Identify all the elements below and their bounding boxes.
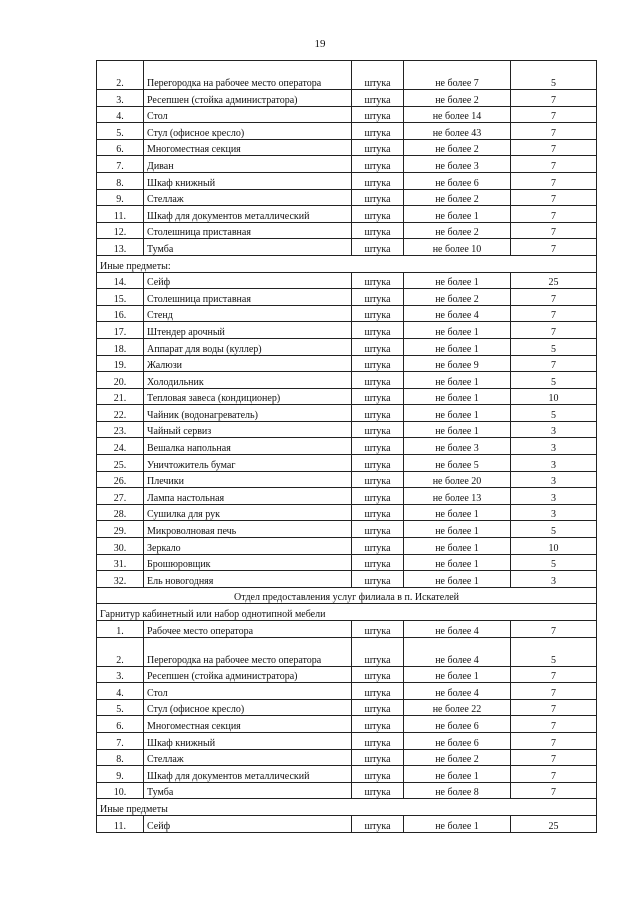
unit-cell: штука [352, 749, 404, 766]
item-name-cell: Штендер арочный [144, 322, 352, 339]
unit-cell: штука [352, 189, 404, 206]
item-number-cell: 9. [97, 189, 144, 206]
service-life-cell: 7 [511, 189, 597, 206]
section-header-row [97, 255, 597, 272]
item-name-cell: Жалюзи [144, 355, 352, 372]
quantity-cell: не более 6 [404, 716, 511, 733]
unit-cell: штука [352, 621, 404, 638]
unit-cell: штука [352, 699, 404, 716]
quantity-cell: не более 4 [404, 683, 511, 700]
quantity-cell: не более 1 [404, 666, 511, 683]
item-number-cell: 7. [97, 732, 144, 749]
quantity-cell: не более 1 [404, 538, 511, 555]
table-row [97, 438, 597, 455]
unit-cell: штука [352, 438, 404, 455]
table-row [97, 621, 597, 638]
item-name-cell: Микроволновая печь [144, 521, 352, 538]
item-name-cell: Тумба [144, 782, 352, 799]
quantity-cell: не более 1 [404, 504, 511, 521]
quantity-cell: не более 20 [404, 471, 511, 488]
service-life-cell: 7 [511, 322, 597, 339]
item-number-cell: 16. [97, 305, 144, 322]
table-row [97, 571, 597, 588]
unit-cell: штука [352, 471, 404, 488]
table-row [97, 699, 597, 716]
item-name-cell: Стол [144, 106, 352, 123]
quantity-cell: не более 1 [404, 571, 511, 588]
service-life-cell: 5 [511, 521, 597, 538]
table-row [97, 189, 597, 206]
table-row [97, 637, 597, 666]
table-row [97, 504, 597, 521]
service-life-cell: 5 [511, 405, 597, 422]
quantity-cell: не более 1 [404, 206, 511, 223]
table-row [97, 90, 597, 107]
item-name-cell: Стул (офисное кресло) [144, 123, 352, 140]
item-name-cell: Шкаф для документов металлический [144, 206, 352, 223]
table-row [97, 289, 597, 306]
item-name-cell: Многоместная секция [144, 139, 352, 156]
item-name-cell: Холодильник [144, 372, 352, 389]
unit-cell: штука [352, 222, 404, 239]
unit-cell: штука [352, 521, 404, 538]
unit-cell: штука [352, 61, 404, 90]
quantity-cell: не более 4 [404, 637, 511, 666]
table-row [97, 521, 597, 538]
item-number-cell: 10. [97, 782, 144, 799]
table-row [97, 222, 597, 239]
quantity-cell: не более 6 [404, 732, 511, 749]
unit-cell: штука [352, 666, 404, 683]
quantity-cell: не более 8 [404, 782, 511, 799]
quantity-cell: не более 7 [404, 61, 511, 90]
item-number-cell: 5. [97, 699, 144, 716]
item-number-cell: 18. [97, 338, 144, 355]
unit-cell: штука [352, 139, 404, 156]
quantity-cell: не более 2 [404, 90, 511, 107]
item-name-cell: Сушилка для рук [144, 504, 352, 521]
item-number-cell: 4. [97, 106, 144, 123]
item-name-cell: Стеллаж [144, 189, 352, 206]
quantity-cell: не более 43 [404, 123, 511, 140]
service-life-cell: 7 [511, 172, 597, 189]
item-number-cell: 24. [97, 438, 144, 455]
item-name-cell: Стул (офисное кресло) [144, 699, 352, 716]
service-life-cell: 3 [511, 438, 597, 455]
quantity-cell: не более 6 [404, 172, 511, 189]
unit-cell: штука [352, 683, 404, 700]
service-life-cell: 7 [511, 782, 597, 799]
item-name-cell: Столешница приставная [144, 289, 352, 306]
quantity-cell: не более 2 [404, 222, 511, 239]
item-number-cell: 13. [97, 239, 144, 256]
item-name-cell: Шкаф книжный [144, 172, 352, 189]
unit-cell: штука [352, 732, 404, 749]
item-number-cell: 11. [97, 206, 144, 223]
item-number-cell: 19. [97, 355, 144, 372]
item-name-cell: Аппарат для воды (куллер) [144, 338, 352, 355]
section-header-row [97, 799, 597, 816]
table-row [97, 355, 597, 372]
unit-cell: штука [352, 123, 404, 140]
table-row [97, 455, 597, 472]
section-header: Отдел предоставления услуг филиала в п. Искателей [97, 587, 597, 604]
item-name-cell: Чайный сервиз [144, 421, 352, 438]
item-number-cell: 12. [97, 222, 144, 239]
quantity-cell: не более 4 [404, 305, 511, 322]
quantity-cell: не более 1 [404, 815, 511, 832]
service-life-cell: 3 [511, 421, 597, 438]
item-number-cell: 27. [97, 488, 144, 505]
item-name-cell: Чайник (водонагреватель) [144, 405, 352, 422]
item-number-cell: 17. [97, 322, 144, 339]
item-number-cell: 8. [97, 172, 144, 189]
inventory-table-body [97, 61, 597, 833]
item-number-cell: 1. [97, 621, 144, 638]
item-number-cell: 9. [97, 766, 144, 783]
quantity-cell: не более 22 [404, 699, 511, 716]
quantity-cell: не более 13 [404, 488, 511, 505]
item-number-cell: 8. [97, 749, 144, 766]
service-life-cell: 7 [511, 222, 597, 239]
item-name-cell: Тумба [144, 239, 352, 256]
quantity-cell: не более 2 [404, 749, 511, 766]
unit-cell: штука [352, 488, 404, 505]
item-number-cell: 11. [97, 815, 144, 832]
table-row [97, 683, 597, 700]
quantity-cell: не более 5 [404, 455, 511, 472]
service-life-cell: 7 [511, 699, 597, 716]
unit-cell: штука [352, 766, 404, 783]
unit-cell: штука [352, 716, 404, 733]
item-number-cell: 3. [97, 666, 144, 683]
quantity-cell: не более 1 [404, 338, 511, 355]
service-life-cell: 7 [511, 156, 597, 173]
quantity-cell: не более 10 [404, 239, 511, 256]
table-row [97, 666, 597, 683]
item-number-cell: 22. [97, 405, 144, 422]
service-life-cell: 7 [511, 90, 597, 107]
quantity-cell: не более 1 [404, 521, 511, 538]
item-name-cell: Зеркало [144, 538, 352, 555]
service-life-cell: 5 [511, 338, 597, 355]
unit-cell: штука [352, 355, 404, 372]
item-name-cell: Сейф [144, 272, 352, 289]
table-row [97, 749, 597, 766]
item-name-cell: Многоместная секция [144, 716, 352, 733]
quantity-cell: не более 2 [404, 289, 511, 306]
unit-cell: штука [352, 388, 404, 405]
quantity-cell: не более 1 [404, 372, 511, 389]
service-life-cell: 7 [511, 666, 597, 683]
service-life-cell: 7 [511, 766, 597, 783]
service-life-cell: 3 [511, 488, 597, 505]
quantity-cell: не более 1 [404, 554, 511, 571]
item-number-cell: 15. [97, 289, 144, 306]
item-name-cell: Стеллаж [144, 749, 352, 766]
unit-cell: штука [352, 305, 404, 322]
quantity-cell: не более 3 [404, 156, 511, 173]
item-name-cell: Вешалка напольная [144, 438, 352, 455]
unit-cell: штука [352, 206, 404, 223]
unit-cell: штука [352, 239, 404, 256]
unit-cell: штука [352, 106, 404, 123]
item-number-cell: 14. [97, 272, 144, 289]
unit-cell: штука [352, 322, 404, 339]
service-life-cell: 7 [511, 732, 597, 749]
service-life-cell: 25 [511, 272, 597, 289]
quantity-cell: не более 1 [404, 388, 511, 405]
section-header: Иные предметы: [97, 255, 597, 272]
service-life-cell: 3 [511, 455, 597, 472]
table-row [97, 554, 597, 571]
section-header: Гарнитур кабинетный или набор однотипной мебели [97, 604, 597, 621]
service-life-cell: 5 [511, 61, 597, 90]
table-row [97, 305, 597, 322]
section-header: Иные предметы [97, 799, 597, 816]
table-row [97, 139, 597, 156]
quantity-cell: не более 1 [404, 766, 511, 783]
item-number-cell: 30. [97, 538, 144, 555]
unit-cell: штука [352, 372, 404, 389]
unit-cell: штука [352, 782, 404, 799]
unit-cell: штука [352, 815, 404, 832]
item-name-cell: Лампа настольная [144, 488, 352, 505]
table-row [97, 106, 597, 123]
service-life-cell: 7 [511, 716, 597, 733]
item-name-cell: Сейф [144, 815, 352, 832]
item-number-cell: 3. [97, 90, 144, 107]
quantity-cell: не более 1 [404, 272, 511, 289]
table-row [97, 471, 597, 488]
table-row [97, 421, 597, 438]
unit-cell: штука [352, 421, 404, 438]
table-row [97, 716, 597, 733]
item-name-cell: Шкаф для документов металлический [144, 766, 352, 783]
item-name-cell: Рабочее место оператора [144, 621, 352, 638]
table-row [97, 338, 597, 355]
quantity-cell: не более 14 [404, 106, 511, 123]
table-row [97, 538, 597, 555]
table-row [97, 782, 597, 799]
quantity-cell: не более 1 [404, 405, 511, 422]
unit-cell: штука [352, 554, 404, 571]
item-number-cell: 5. [97, 123, 144, 140]
item-name-cell: Стол [144, 683, 352, 700]
table-row [97, 766, 597, 783]
table-row [97, 372, 597, 389]
inventory-table [96, 60, 597, 833]
item-number-cell: 25. [97, 455, 144, 472]
service-life-cell: 3 [511, 471, 597, 488]
item-number-cell: 2. [97, 637, 144, 666]
item-name-cell: Столешница приставная [144, 222, 352, 239]
service-life-cell: 7 [511, 106, 597, 123]
unit-cell: штука [352, 338, 404, 355]
item-number-cell: 20. [97, 372, 144, 389]
unit-cell: штука [352, 90, 404, 107]
unit-cell: штука [352, 504, 404, 521]
service-life-cell: 3 [511, 504, 597, 521]
table-row [97, 488, 597, 505]
table-row [97, 61, 597, 90]
item-number-cell: 32. [97, 571, 144, 588]
quantity-cell: не более 3 [404, 438, 511, 455]
item-name-cell: Шкаф книжный [144, 732, 352, 749]
quantity-cell: не более 2 [404, 189, 511, 206]
item-number-cell: 2. [97, 61, 144, 90]
item-name-cell: Плечики [144, 471, 352, 488]
table-row [97, 405, 597, 422]
item-number-cell: 26. [97, 471, 144, 488]
quantity-cell: не более 4 [404, 621, 511, 638]
item-number-cell: 7. [97, 156, 144, 173]
service-life-cell: 7 [511, 289, 597, 306]
quantity-cell: не более 2 [404, 139, 511, 156]
table-row [97, 172, 597, 189]
table-row [97, 322, 597, 339]
unit-cell: штука [352, 272, 404, 289]
table-row [97, 732, 597, 749]
service-life-cell: 7 [511, 139, 597, 156]
table-row [97, 123, 597, 140]
unit-cell: штука [352, 637, 404, 666]
item-name-cell: Ресепшен (стойка администратора) [144, 666, 352, 683]
quantity-cell: не более 1 [404, 322, 511, 339]
service-life-cell: 7 [511, 621, 597, 638]
quantity-cell: не более 1 [404, 421, 511, 438]
unit-cell: штука [352, 172, 404, 189]
item-number-cell: 6. [97, 139, 144, 156]
service-life-cell: 7 [511, 206, 597, 223]
service-life-cell: 5 [511, 637, 597, 666]
service-life-cell: 5 [511, 554, 597, 571]
service-life-cell: 7 [511, 683, 597, 700]
unit-cell: штука [352, 538, 404, 555]
item-name-cell: Тепловая завеса (кондиционер) [144, 388, 352, 405]
unit-cell: штука [352, 405, 404, 422]
item-number-cell: 21. [97, 388, 144, 405]
unit-cell: штука [352, 156, 404, 173]
page-number: 19 [314, 38, 326, 50]
item-number-cell: 23. [97, 421, 144, 438]
unit-cell: штука [352, 455, 404, 472]
item-name-cell: Стенд [144, 305, 352, 322]
service-life-cell: 7 [511, 239, 597, 256]
quantity-cell: не более 9 [404, 355, 511, 372]
service-life-cell: 7 [511, 749, 597, 766]
unit-cell: штука [352, 571, 404, 588]
service-life-cell: 3 [511, 571, 597, 588]
item-name-cell: Диван [144, 156, 352, 173]
unit-cell: штука [352, 289, 404, 306]
service-life-cell: 7 [511, 355, 597, 372]
section-header-row [97, 587, 597, 604]
service-life-cell: 7 [511, 305, 597, 322]
table-row [97, 206, 597, 223]
service-life-cell: 7 [511, 123, 597, 140]
item-number-cell: 6. [97, 716, 144, 733]
service-life-cell: 10 [511, 538, 597, 555]
item-name-cell: Брошюровщик [144, 554, 352, 571]
table-row [97, 156, 597, 173]
service-life-cell: 25 [511, 815, 597, 832]
item-number-cell: 29. [97, 521, 144, 538]
item-name-cell: Ель новогодняя [144, 571, 352, 588]
service-life-cell: 5 [511, 372, 597, 389]
service-life-cell: 10 [511, 388, 597, 405]
item-number-cell: 28. [97, 504, 144, 521]
table-row [97, 239, 597, 256]
table-row [97, 388, 597, 405]
table-row [97, 815, 597, 832]
item-name-cell: Уничтожитель бумаг [144, 455, 352, 472]
item-number-cell: 31. [97, 554, 144, 571]
table-row [97, 272, 597, 289]
item-name-cell: Перегородка на рабочее место оператора [144, 637, 352, 666]
item-name-cell: Ресепшен (стойка администратора) [144, 90, 352, 107]
item-number-cell: 4. [97, 683, 144, 700]
item-name-cell: Перегородка на рабочее место оператора [144, 61, 352, 90]
section-header-row [97, 604, 597, 621]
